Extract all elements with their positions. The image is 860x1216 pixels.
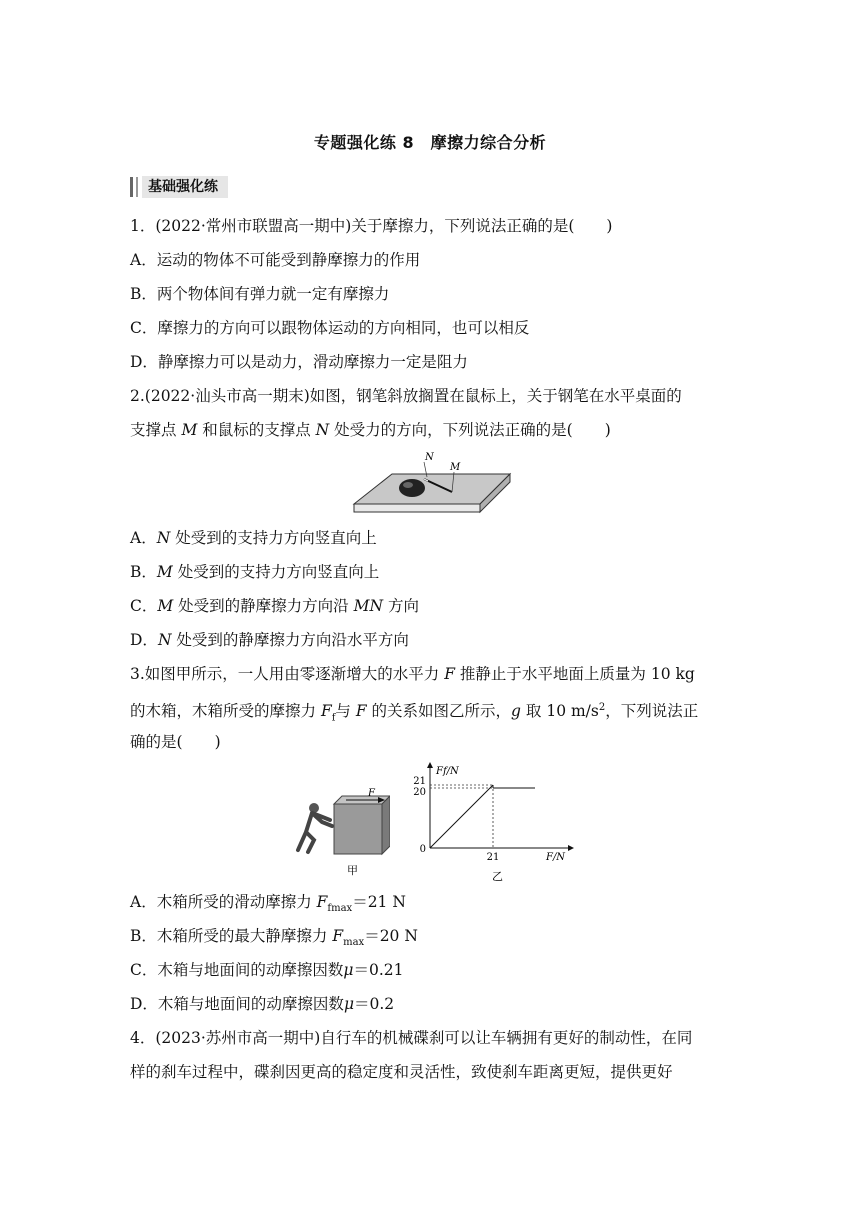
q4-stem-line2: 样的刹车过程中，碟刹因更高的稳定度和灵活性，致使刹车距离更短，提供更好 xyxy=(130,1063,673,1081)
q2-option-var: N xyxy=(156,529,171,547)
fig-label-jia: 甲 xyxy=(347,864,358,877)
y-axis-arrow xyxy=(427,762,433,768)
section-tag-bar xyxy=(136,177,138,197)
q2-option-letter: A． xyxy=(130,529,157,547)
q3-var: F xyxy=(320,702,332,721)
section-tag-label: 基础强化练 xyxy=(142,176,228,198)
q1-stem-text: 1．(2022·常州市联盟高一期中)关于摩擦力，下列说法正确的是( xyxy=(130,217,575,235)
q2-option-a xyxy=(130,528,377,548)
q3-var: g xyxy=(511,702,521,721)
q3-option-value: ＝0.21 xyxy=(353,961,404,979)
q3-option-sub: max xyxy=(343,937,365,949)
y-axis-label: Ff/N xyxy=(436,766,459,777)
q3-option-text: D．木箱与地面间的动摩擦因数 xyxy=(130,995,344,1013)
q2-text: 支撑点 xyxy=(130,421,182,439)
q3-text: 与 xyxy=(335,702,356,721)
q3-option-a xyxy=(130,892,406,919)
section-tag-bar xyxy=(130,177,133,197)
mouse-highlight xyxy=(403,482,413,488)
q2-text: 处受力的方向，下列说法正确的是( xyxy=(329,421,573,439)
q2-stem-line2 xyxy=(130,420,611,440)
wooden-box xyxy=(334,804,382,854)
y-tick-label: 21 xyxy=(413,776,426,787)
q3-option-value: ＝20 N xyxy=(364,927,418,945)
q3-text: 取 10 m/s xyxy=(520,702,599,721)
series-segment xyxy=(430,785,493,848)
q3-stem-line3 xyxy=(130,732,221,752)
q3-option-var: μ xyxy=(343,961,354,979)
fig-label-n: N xyxy=(425,452,434,463)
q3-option-text: A．木箱所受的滑动摩擦力 xyxy=(130,893,317,911)
q3-var: F xyxy=(444,665,455,683)
q1-stem xyxy=(130,216,612,236)
q3-option-var: F xyxy=(332,927,344,945)
q4-stem-line1: 4．(2023·苏州市高一期中)自行车的机械碟刹可以让车辆拥有更好的制动性，在同 xyxy=(130,1029,693,1047)
q3-stem-line1 xyxy=(130,664,695,684)
q3-text: 的木箱，木箱所受的摩擦力 xyxy=(130,702,321,721)
q3-option-text: B．木箱所受的最大静摩擦力 xyxy=(130,927,333,945)
y-tick-label: 0 xyxy=(419,844,426,855)
q2-option-letter: D． xyxy=(130,631,158,649)
fig-label-yi: 乙 xyxy=(492,870,503,883)
q3-figure-yi-chart xyxy=(400,760,580,884)
q2-option-var: N xyxy=(157,631,172,649)
q3-option-d xyxy=(130,994,394,1014)
q2-figure xyxy=(352,450,512,518)
q3-text: 3.如图甲所示，一人用由零逐渐增大的水平力 xyxy=(130,665,445,683)
q2-option-text: 处受到的静摩擦力方向沿水平方向 xyxy=(171,631,409,649)
q2-option-text: 处受到的支持力方向竖直向上 xyxy=(172,563,380,581)
q3-option-value: ＝0.2 xyxy=(354,995,395,1013)
q2-option-var: MN xyxy=(353,597,384,615)
q2-var-m: M xyxy=(181,421,198,439)
section-tag xyxy=(130,176,228,198)
q3-stem-line2 xyxy=(130,698,698,728)
page-title: 专题强化练 8 摩擦力综合分析 xyxy=(313,133,547,152)
q2-option-c xyxy=(130,596,419,616)
force-label: F xyxy=(368,788,375,799)
q2-text: 和鼠标的支撑点 xyxy=(197,421,316,439)
q3-text: 确的是( xyxy=(130,733,183,751)
q2-var-n: N xyxy=(315,421,330,439)
q1-option-d: D．静摩擦力可以是动力，滑动摩擦力一定是阻力 xyxy=(130,353,468,371)
q2-option-text: 处受到的支持力方向竖直向上 xyxy=(170,529,377,547)
person-body xyxy=(298,813,332,852)
q3-option-text: C．木箱与地面间的动摩擦因数 xyxy=(130,961,344,979)
q3-option-c xyxy=(130,960,403,980)
q2-option-var: M xyxy=(157,597,174,615)
q2-option-letter: B． xyxy=(130,563,157,581)
q2-option-b xyxy=(130,562,379,582)
q3-option-var: F xyxy=(316,893,328,911)
q2-option-text: 方向 xyxy=(383,597,419,615)
q3-sub: f xyxy=(331,712,336,724)
fig-label-m: M xyxy=(450,462,461,473)
q2-option-letter: C． xyxy=(130,597,158,615)
q1-option-a: A．运动的物体不可能受到静摩擦力的作用 xyxy=(130,251,421,269)
q3-var: F xyxy=(355,702,367,721)
q2-option-text: 处受到的静摩擦力方向沿 xyxy=(173,597,354,615)
q1-stem-close: ) xyxy=(606,217,613,235)
q3-text: ，下列说法正 xyxy=(605,702,699,721)
q3-option-var: μ xyxy=(343,995,355,1013)
q3-text: ) xyxy=(214,733,221,751)
q1-option-b: B．两个物体间有弹力就一定有摩擦力 xyxy=(130,285,390,303)
q2-stem-line1: 2.(2022·汕头市高一期末)如图，钢笔斜放搁置在鼠标上，关于钢笔在水平桌面的 xyxy=(130,387,682,405)
x-axis-label: F/N xyxy=(546,852,566,863)
q3-text: 推静止于水平地面上质量为 10 kg xyxy=(454,665,695,683)
q2-option-d xyxy=(130,630,409,650)
q1-option-c: C．摩擦力的方向可以跟物体运动的方向相同，也可以相反 xyxy=(130,319,530,337)
person-head xyxy=(309,803,319,813)
desk-front xyxy=(354,504,480,512)
q2-option-var: M xyxy=(156,563,173,581)
q3-sup: 2 xyxy=(598,702,606,713)
x-axis-arrow xyxy=(568,845,574,851)
mouse-shape xyxy=(399,479,425,497)
q3-option-b xyxy=(130,926,418,953)
q3-option-value: ＝21 N xyxy=(352,893,406,911)
q2-text: ) xyxy=(604,421,611,439)
x-tick-label: 21 xyxy=(486,852,500,863)
q3-text: 的关系如图乙所示， xyxy=(366,702,512,721)
y-tick-label: 20 xyxy=(413,787,426,798)
q3-figure-jia xyxy=(290,786,390,882)
box-side xyxy=(382,796,390,854)
q3-option-sub: fmax xyxy=(327,903,353,915)
